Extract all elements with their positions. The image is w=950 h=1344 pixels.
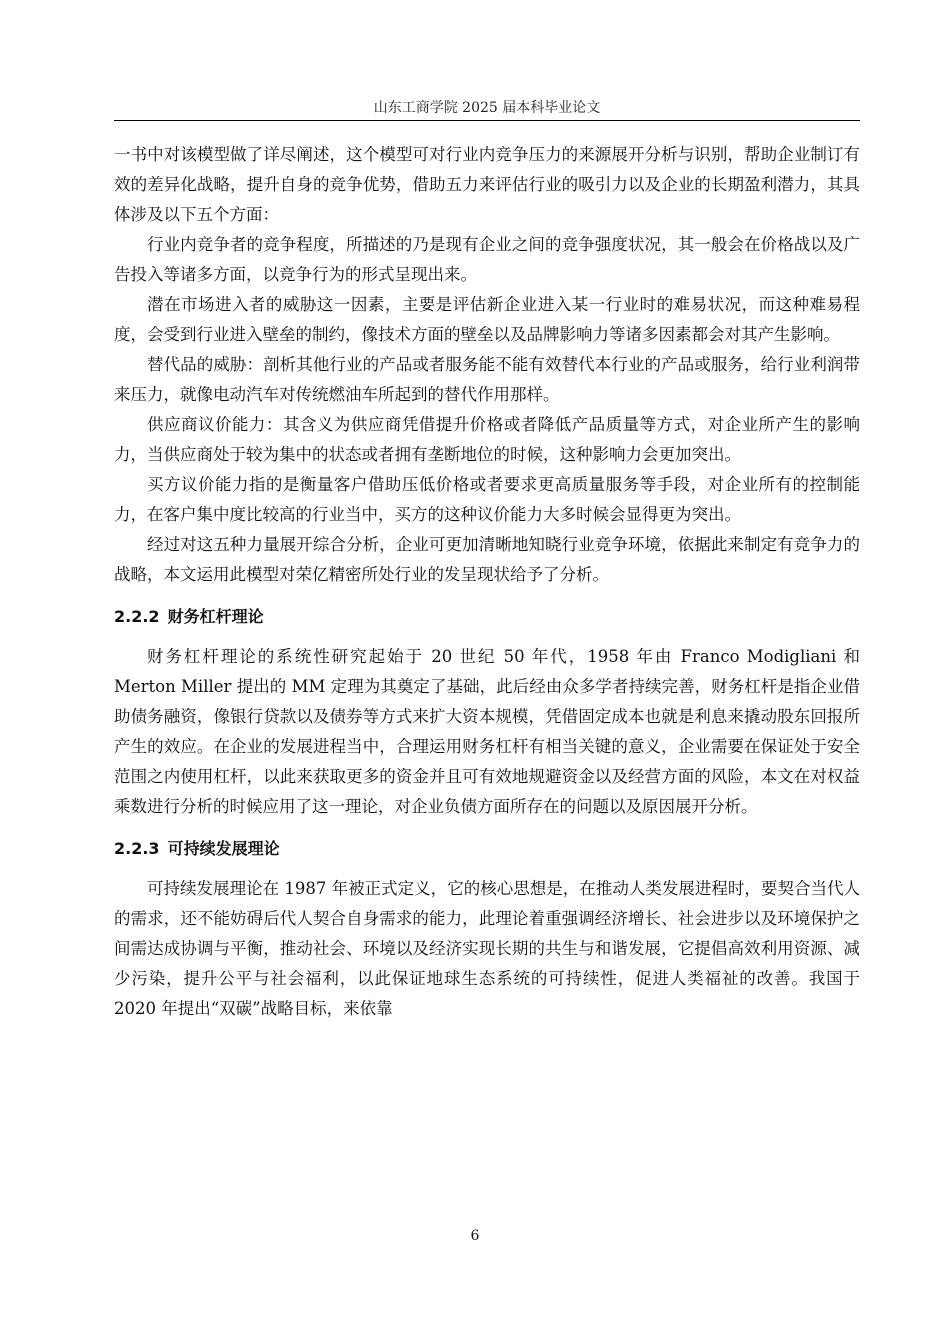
- body-paragraph: 供应商议价能力：其含义为供应商凭借提升价格或者降低产品质量等方式，对企业所产生的影响力，当供应商处于较为集中的状态或者拥有垄断地位的时候，这种影响力会更加突出。: [114, 415, 860, 464]
- page-number: 6: [470, 1228, 480, 1244]
- body-paragraph: 潜在市场进入者的威胁这一因素，主要是评估新企业进入某一行业时的难易状况，而这种难易程度，会受到行业进入壁垒的制约，像技术方面的壁垒以及品牌影响力等诸多因素都会对其产生影响。: [114, 295, 860, 344]
- section-heading-2-2-2: [114, 604, 860, 630]
- section-title: 财务杠杆理论: [167, 607, 264, 626]
- section-number: 2.2.2: [114, 607, 160, 626]
- section-heading-2-2-3: [114, 836, 860, 862]
- section-number: 2.2.3: [114, 839, 160, 858]
- body-paragraph: 行业内竞争者的竞争程度，所描述的乃是现有企业之间的竞争强度状况，其一般会在价格战以及广告投入等诸多方面，以竞争行为的形式呈现出来。: [114, 235, 860, 284]
- body-paragraph: 买方议价能力指的是衡量客户借助压低价格或者要求更高质量服务等手段，对企业所有的控制能力，在客户集中度比较高的行业当中，买方的这种议价能力大多时候会显得更为突出。: [114, 475, 860, 524]
- running-header: 山东工商学院 2025 届本科毕业论文: [373, 100, 601, 116]
- body-paragraph: 一书中对该模型做了详尽阐述，这个模型可对行业内竞争压力的来源展开分析与识别，帮助企业制订有效的差异化战略，提升自身的竞争优势，借助五力来评估行业的吸引力以及企业的长期盈利潜力，其具体涉及以下五个方面：: [114, 145, 860, 224]
- body-paragraph: 经过对这五种力量展开综合分析，企业可更加清晰地知晓行业竞争环境，依据此来制定有竞争力的战略，本文运用此模型对荣亿精密所处行业的发呈现状给予了分析。: [114, 535, 860, 584]
- body-paragraph: 可持续发展理论在 1987 年被正式定义，它的核心思想是，在推动人类发展进程时，要契合当代人的需求，还不能妨碍后代人契合自身需求的能力，此理论着重强调经济增长、社会进步以及环境保护之间需达成协调与平衡，推动社会、环境以及经济实现长期的共生与和谐发展，它提倡高效利用资源、减少污染，提升公平与社会福利，以此保证地球生态系统的可持续性，促进人类福祉的改善。我国于 2020 年提出“双碳”战略目标，来依靠: [114, 879, 860, 1018]
- body-paragraph: 财务杠杆理论的系统性研究起始于 20 世纪 50 年代，1958 年由 Franco Modigliani 和 Merton Miller 提出的 MM 定理为其奠定了基础，此后经由众多学者持续完善，财务杠杆是指企业借助债务融资，像银行贷款以及债券等方式来扩大资本规模，凭借固定成本也就是利息来撬动股东回报所产生的效应。在企业的发展进程当中，合理运用财务杠杆有相当关键的意义，企业需要在保证处于安全范围之内使用杠杆，以此来获取更多的资金并且可有效地规避资金以及经营方面的风险，本文在对权益乘数进行分析的时候应用了这一理论，对企业负债方面所存在的问题以及原因展开分析。: [114, 647, 860, 816]
- body-paragraph: 替代品的威胁：剖析其他行业的产品或者服务能不能有效替代本行业的产品或服务，给行业利润带来压力，就像电动汽车对传统燃油车所起到的替代作用那样。: [114, 355, 860, 404]
- header-rule: [114, 120, 860, 121]
- section-title: 可持续发展理论: [167, 839, 280, 858]
- page-body: [114, 140, 860, 1024]
